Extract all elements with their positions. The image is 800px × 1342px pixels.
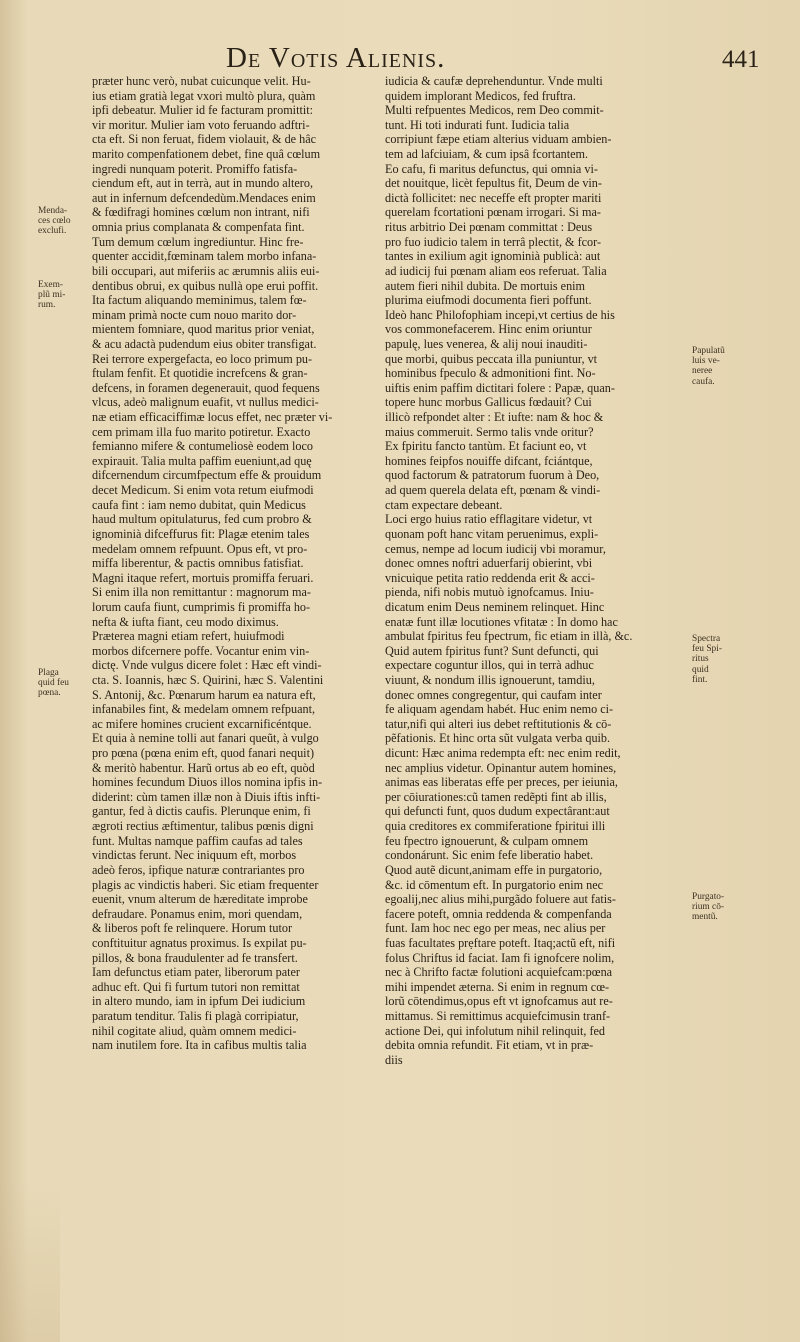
text-line: donec omnes noftri aduerfarij obierint, vbi	[385, 556, 593, 571]
text-line: conftituitur agnatus proximus. Is expilat pu-	[92, 935, 307, 950]
page-stain	[0, 1182, 60, 1342]
text-line: Rei terrore expergefacta, eo loco primum pu-	[92, 351, 313, 366]
text-line: nec amplius videtur. Opinantur autem homines,	[385, 760, 617, 775]
text-line: tatur,nifi qui alteri ius debet reftitutionis & cō-	[385, 716, 612, 731]
text-line: debita omnia refundit. Fit etiam, vt in præ-	[385, 1038, 594, 1053]
text-line: que morbi, quibus peccata illa puniuntur, vt	[385, 351, 598, 366]
text-line: nec à Chrifto factæ folutioni acquiefcam:pœna	[385, 965, 613, 980]
text-line: expectare coguntur illos, qui in terrà adhuc	[385, 658, 594, 673]
text-line: plurima eiufmodi documenta fieri poffunt.	[385, 293, 592, 308]
margin-note-purgatorium: Purgato- rium cō- mentũ.	[692, 892, 725, 923]
text-line: ambulat fpiritus feu fpectrum, fic etiam in illà, &c.	[385, 629, 633, 644]
text-line: lorũ cōtendimus,opus eft vt ignofcamus aut re-	[385, 994, 613, 1009]
text-line: funt. Iam hoc nec ego per meas, nec alius per	[385, 921, 606, 936]
text-line: vnicuique petita ratio reddenda erit & acci-	[385, 570, 595, 585]
text-line: fuas facultates prẹftare poteft. Itaq;actũ eft, nifi	[385, 935, 616, 950]
text-line: &c. id cōmentum eft. In purgatorio enim nec	[385, 877, 604, 892]
text-line: S. Antonij, &c. Pœnarum harum ea natura eft,	[92, 687, 316, 702]
text-line: ipfi debeatur. Mulier id fe facturam promittit:	[92, 103, 313, 118]
text-line: plagis ac vindictis haberi. Sic etiam frequenter	[92, 877, 319, 892]
text-line: pro pœna (pœna enim eft, quod fanari nequit)	[92, 746, 315, 761]
text-line: næ etiam efficaciffimæ locus effet, nec præter vi-	[92, 410, 333, 425]
text-line: hominibus fpeculo & admonitioni fint. No-	[385, 366, 596, 381]
text-line: Iam defunctus etiam pater, liberorum pater	[92, 965, 300, 980]
text-line: minam primà nocte cum nouo marito dor-	[92, 307, 297, 322]
text-line: quidem implorant Medicos, fed fruftra.	[385, 88, 576, 103]
text-line: lorum caufa fiunt, cumprimis fi promiffa ho-	[92, 599, 311, 614]
text-line: præter hunc verò, nubat cuicunque velit. Hu-	[92, 74, 311, 88]
text-line: pro fuo iudicio talem in terrâ plectit, & fcor-	[385, 234, 602, 249]
text-line: ingredi nunquam poterit. Promiffo fatisfa-	[92, 161, 298, 176]
text-line: homines feipfos nouiffe difcant, fciántque,	[385, 453, 593, 468]
text-line: tunt. Hi toti indurati funt. Iudicia talia	[385, 117, 570, 132]
margin-note-plaga: Plaga quid feu pœna.	[38, 668, 69, 699]
text-line: mientem fomniare, quod maritus prior veniat,	[92, 322, 315, 337]
text-line: dentibus obrui, ex quibus nullà ope erui poffit.	[92, 278, 319, 293]
text-line: adeò feros, ipfique naturæ contrariantes pro	[92, 862, 305, 877]
text-line: egoalij,nec alius mihi,purgãdo foluere aut fatis-	[385, 892, 616, 907]
text-line: diderint: cùm tamen illæ non à Diuis iftis infti-	[92, 789, 321, 804]
text-line: dictę. Vnde vulgus dicere folet : Hæc eft vindi-	[92, 658, 322, 673]
text-line: & meritò habentur. Harũ ortus ab eo eft, quòd	[92, 760, 315, 775]
text-line: ac mifere homines crucient excarnificéntque.	[92, 716, 312, 731]
text-line: vos commonefacerem. Hinc enim oriuntur	[385, 322, 592, 337]
running-title: De Votis Alienis.	[226, 42, 446, 74]
text-line: feu fpectro ignouerunt, & culpam omnem	[385, 833, 589, 848]
right-text-column	[385, 74, 678, 1067]
text-line: fe aliquam agendam habét. Huc enim nemo ci-	[385, 702, 614, 717]
text-line: dictà follicitet: nec neceffe eft propter mariti	[385, 190, 602, 205]
text-line: Præterea magni etiam refert, huiufmodi	[92, 629, 285, 644]
text-line: papulę, lues venerea, & alij noui inauditi-	[385, 336, 588, 351]
text-line: facere poteft, omnia reddenda & compenfanda	[385, 906, 612, 921]
text-line: viuunt, & nondum illis ignouerunt, tamdiu,	[385, 672, 595, 687]
text-line: uiftis enim paffim dictitari folere : Papæ, quan-	[385, 380, 615, 395]
margin-note-exemplum: Exem- plũ mi- rum.	[38, 280, 66, 311]
text-line: defcens, in foramen degenerauit, quod fequens	[92, 380, 320, 395]
text-line: in altero mundo, iam in ipfum Dei iudicium	[92, 994, 306, 1009]
text-line: maius commeruit. Sermo talis vnde oritur?	[385, 424, 594, 439]
text-line: adhuc eft. Qui fi furtum tutori non remittat	[92, 979, 300, 994]
margin-note-papularum: Papulatũ luis ve- neree caufa.	[692, 346, 725, 387]
text-line: Ex fpiritu fancto tantùm. Et faciunt eo, vt	[385, 439, 587, 454]
text-line: cta. S. Ioannis, hæc S. Quirini, hæc S. Valentini	[92, 672, 324, 687]
text-line: querelam fcortationi pœnam irrogari. Si ma-	[385, 205, 601, 220]
text-line: cta eft. Si non feruat, fidem violauit, & de hâc	[92, 132, 317, 147]
text-line: medelam omnem refpuunt. Opus eft, vt pro-	[92, 541, 308, 556]
text-line: decet Medicum. Si enim vota retum eiufmodi	[92, 483, 314, 498]
left-text-column	[92, 74, 375, 1053]
text-line: quia creditores ex commiferatione fpiritui illi	[385, 819, 606, 834]
text-line: illicò refpondet alter : Et iufte: nam & hoc &	[385, 410, 604, 425]
text-line: Tum demum cœlum ingrediuntur. Hinc fre-	[92, 234, 304, 249]
text-line: bili occupari, aut miferiis ac ærumnis aliis eui-	[92, 263, 320, 278]
text-line: ctam expectare debeant.	[385, 497, 503, 512]
text-line: Et quia à nemine tolli aut fanari queũt, à vulgo	[92, 731, 319, 746]
text-line: paratum tenditur. Talis fi plagà corripiatur,	[92, 1009, 299, 1023]
text-line: euenit, vnum alterum de hæreditate improbe	[92, 892, 308, 907]
text-line: ignominià difceffurus fit: Plagæ etenim tales	[92, 526, 310, 541]
text-line: vir moritur. Mulier iam voto feruando adftri-	[92, 117, 310, 132]
text-line: dicunt: Hæc anima redempta eft: nec enim redit,	[385, 746, 621, 761]
text-line: mihi impendet æterna. Si enim in regnum cœ-	[385, 979, 610, 994]
text-line: quenter accidit,fœminam talem morbo infana-	[92, 249, 317, 264]
text-line: & liberos poft fe relinquere. Horum tutor	[92, 921, 293, 936]
text-line: homines fecundum Diuos illos nomina ipfis in-	[92, 775, 323, 790]
running-header	[0, 42, 800, 76]
text-line: femianno mifere & contumeliosè eodem loco	[92, 439, 313, 454]
text-line: ad quem querela delata eft, pœnam & vindi-	[385, 483, 601, 498]
text-line: Si enim illa non remittantur : magnorum ma-	[92, 585, 311, 600]
text-line: haud multum opitulaturus, fed cum probro &	[92, 512, 312, 527]
text-line: caufa fint : iam nemo dubitat, quin Medicus	[92, 497, 306, 512]
margin-note-spectra: Spectra feu Spi- ritus quid fint.	[692, 634, 722, 685]
text-line: Multi refpuentes Medicos, rem Deo commit-	[385, 103, 604, 118]
text-line: topere hunc morbus Gallicus fœdauit? Cui	[385, 395, 592, 410]
text-line: Eo cafu, fi maritus defunctus, qui omnia vi-	[385, 161, 598, 176]
text-line: Loci ergo huius ratio efflagitare videtur, vt	[385, 512, 593, 527]
text-line: nam inutilem fore. Ita in cafibus multis talia	[92, 1038, 307, 1053]
page-number: 441	[722, 46, 760, 73]
text-line: per cōiurationes:cũ tamen redẽpti fint ab illis,	[385, 789, 607, 804]
text-line: donec omnes congregentur, qui caufam inter	[385, 687, 602, 702]
text-line: gantur, fed à dictis caufis. Plerunque enim, fi	[92, 804, 311, 819]
text-line: funt. Multas namque paffim caufas ad tales	[92, 833, 303, 848]
text-line: marito compenfationem debet, fine quâ cœlum	[92, 147, 321, 162]
text-line: Quod autẽ dicunt,animam effe in purgatorio,	[385, 862, 603, 877]
text-line: & acu adactà pudendum eius obiter transfigat.	[92, 336, 317, 351]
text-line: difcernendum circumfpectum effe & prouidum	[92, 468, 322, 483]
margin-note-mendaces: Menda- ces cœlo exclufi.	[38, 206, 71, 237]
text-line: tem ad lafciuiam, & cum ipsâ fcortantem.	[385, 147, 589, 162]
text-line: pillos, & bona fraudulenter ad fe transfert.	[92, 950, 298, 965]
text-line: Magni itaque refert, mortuis promiffa feruari.	[92, 570, 314, 585]
text-line: ciendum eft, aut in terrà, aut in mundo altero,	[92, 176, 313, 191]
text-line: cem primam illa fuo marito potiretur. Exacto	[92, 424, 311, 439]
text-line: tantes in exilium agit ignominià publicà: aut	[385, 249, 601, 264]
text-line: quonam poft hanc vitam peruenimus, expli-	[385, 526, 599, 541]
text-line: qui defuncti funt, quos dudum expectârant:aut	[385, 804, 610, 819]
text-line: miffa liberentur, & pactis omnibus fatisfiat.	[92, 556, 304, 571]
text-line: nihil cogitate aliud, quàm omnem medici-	[92, 1023, 297, 1038]
text-line: infanabiles fint, & medelam omnem refpuant,	[92, 702, 316, 717]
text-line: ad iudicij fui pœnam aliam eos referuat. Talia	[385, 263, 607, 278]
text-line: condonárunt. Sic enim fefe liberatio habet.	[385, 848, 594, 863]
text-line: vlcus, adeò malignum euafit, vt nullus medici-	[92, 395, 319, 410]
text-line: quod factorum & patratorum fuorum à Deo,	[385, 468, 600, 483]
text-line: enatæ funt illæ locutiones vfitatæ : In domo hac	[385, 614, 618, 629]
text-line: ægroti rectius æftimentur, talibus pœnis digni	[92, 819, 314, 834]
text-line: ritus arbitrio Dei pœnam committat : Deus	[385, 220, 593, 235]
text-line: Ita factum aliquando meminimus, talem fœ-	[92, 293, 307, 308]
text-line: ftulam fenfit. Et quotidie increfcens & gran-	[92, 366, 308, 381]
text-line: corripiunt fæpe etiam alterius viduam ambien-	[385, 132, 612, 147]
text-line: dicatum enim Deus neminem relinquet. Hinc	[385, 599, 605, 614]
text-line: diis	[385, 1052, 403, 1067]
text-line: nefta & iufta fiant, ceu modo diximus.	[92, 614, 279, 629]
text-line: cemus, nempe ad locum iudicij vbi moramur,	[385, 541, 606, 556]
text-line: actione Dei, qui infolutum nihil relinquit, fed	[385, 1023, 606, 1038]
text-line: omnia prius complanata & compenfata fint.	[92, 220, 305, 235]
text-line: Quid autem fpiritus funt? Sunt defuncti, qui	[385, 643, 599, 658]
text-line: animas eas liberatas effe per preces, per ieiunia,	[385, 775, 618, 790]
text-line: autem fieri nihil dubita. De mortuis enim	[385, 278, 586, 293]
text-line: iudicia & caufæ deprehenduntur. Vnde multi	[385, 74, 603, 88]
text-line: & fœdifragi homines cœlum non intrant, nifi	[92, 205, 310, 220]
text-line: defraudare. Ponamus enim, mori quendam,	[92, 906, 303, 921]
text-line: expirauit. Talia multa paffim eueniunt,ad quę	[92, 453, 312, 468]
text-line: aut in infernum defcendedùm.Mendaces enim	[92, 190, 316, 205]
text-line: Ideò hanc Philofophiam incepi,vt certius de his	[385, 307, 615, 322]
text-line: vindictas ferunt. Nec iniquum eft, morbos	[92, 848, 297, 863]
text-line: det nouitque, licèt fepultus fit, Deum de vin-	[385, 176, 602, 191]
text-line: morbos difcernere poffe. Vocantur enim vin-	[92, 643, 310, 658]
text-line: pẽfationis. Et hinc orta sũt vulgata verba quib.	[385, 731, 611, 746]
text-line: mittamus. Si remittimus acquiefcimusin tranf-	[385, 1009, 611, 1023]
text-line: folus Chriftus id faciat. Iam fi ignofcere nolim,	[385, 950, 615, 965]
text-line: ius etiam gratià legat vxori multò plura, quàm	[92, 88, 316, 103]
text-line: pienda, nifi nobis mutuò ignofcamus. Iniu-	[385, 585, 594, 600]
